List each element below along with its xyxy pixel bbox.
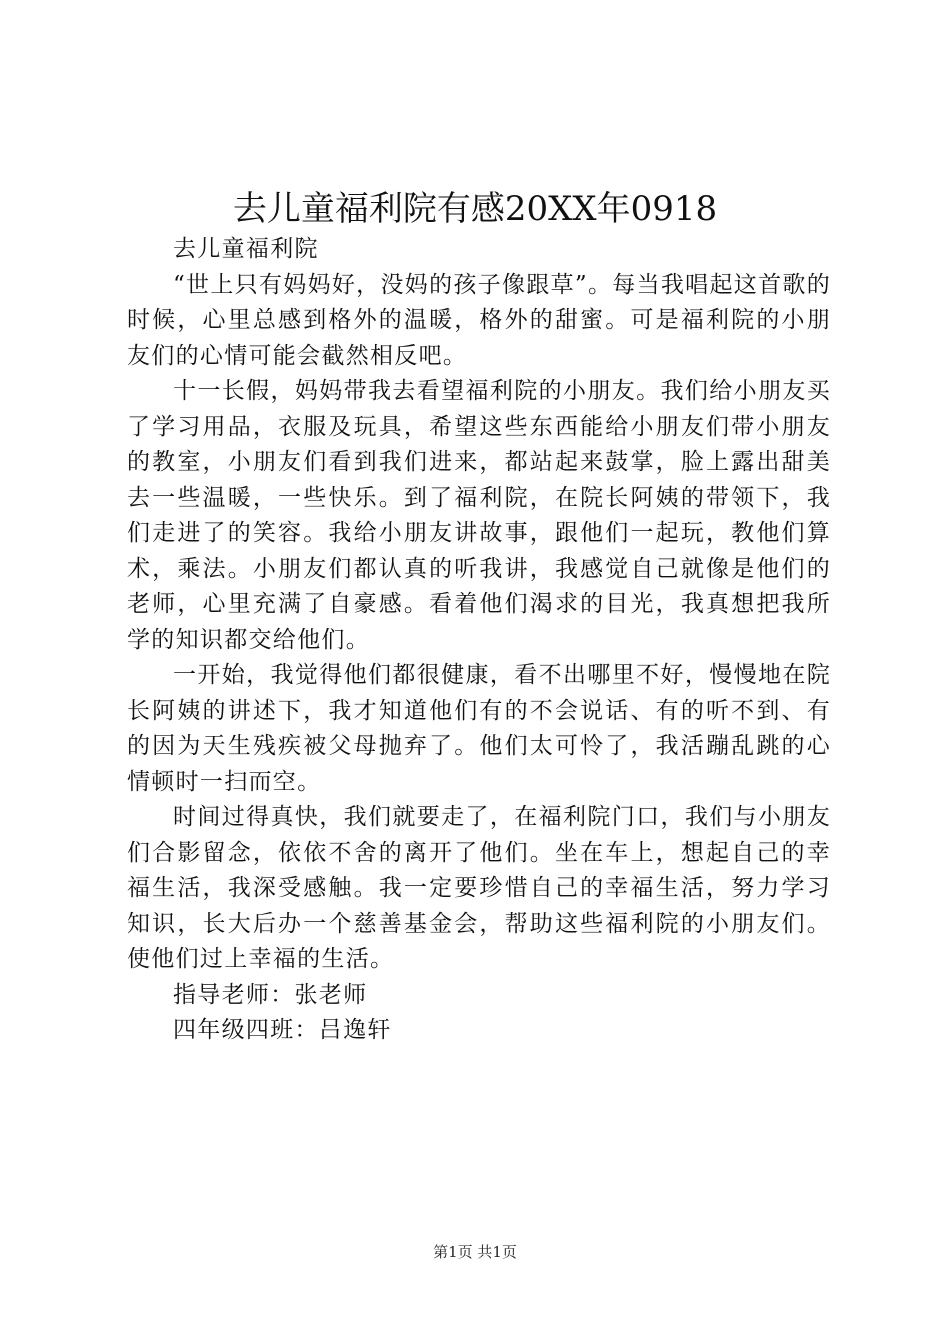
paragraph: 一开始，我觉得他们都很健康，看不出哪里不好，慢慢地在院长阿姨的讲述下，我才知道他们有的不会说话、有的听不到、有的因为天生残疾被父母抛弃了。他们太可怜了，我活蹦乱跳的心情顿时一扫而空。 <box>127 662 831 795</box>
author-line: 四年级四班：吕逸轩 <box>173 1017 392 1043</box>
paragraph: 时间过得真快，我们就要走了，在福利院门口，我们与小朋友们合影留念，依依不舍的离开了他们。坐在车上，想起自己的幸福生活，我深受感触。我一定要珍惜自己的幸福生活，努力学习知识，长大后办一个慈善基金会，帮助这些福利院的小朋友们。使他们过上幸福的生活。 <box>127 804 831 972</box>
paragraph: “世上只有妈妈好，没妈的孩子像跟草”。每当我唱起这首歌的时候，心里总感到格外的温暖，格外的甜蜜。可是福利院的小朋友们的心情可能会截然相反吧。 <box>127 271 831 369</box>
document-title: 去儿童福利院有感20XX年0918 <box>232 189 718 229</box>
document-body <box>127 232 831 1049</box>
paragraph: 十一长假，妈妈带我去看望福利院的小朋友。我们给小朋友买了学习用品，衣服及玩具，希望这些东西能给小朋友们带小朋友的教室，小朋友们看到我们进来，都站起来鼓掌，脸上露出甜美去一些温暖，一些快乐。到了福利院，在院长阿姨的带领下，我们走进了的笑容。我给小朋友讲故事，跟他们一起玩，教他们算术，乘法。小朋友们都认真的听我讲，我感觉自己就像是他们的老师，心里充满了自豪感。看着他们渴求的目光，我真想把我所学的知识都交给他们。 <box>127 378 831 653</box>
paragraph-heading: 去儿童福利院 <box>173 236 319 262</box>
page-number-footer: 第1页 共1页 <box>433 1243 517 1261</box>
advisor-line: 指导老师：张老师 <box>173 981 368 1008</box>
